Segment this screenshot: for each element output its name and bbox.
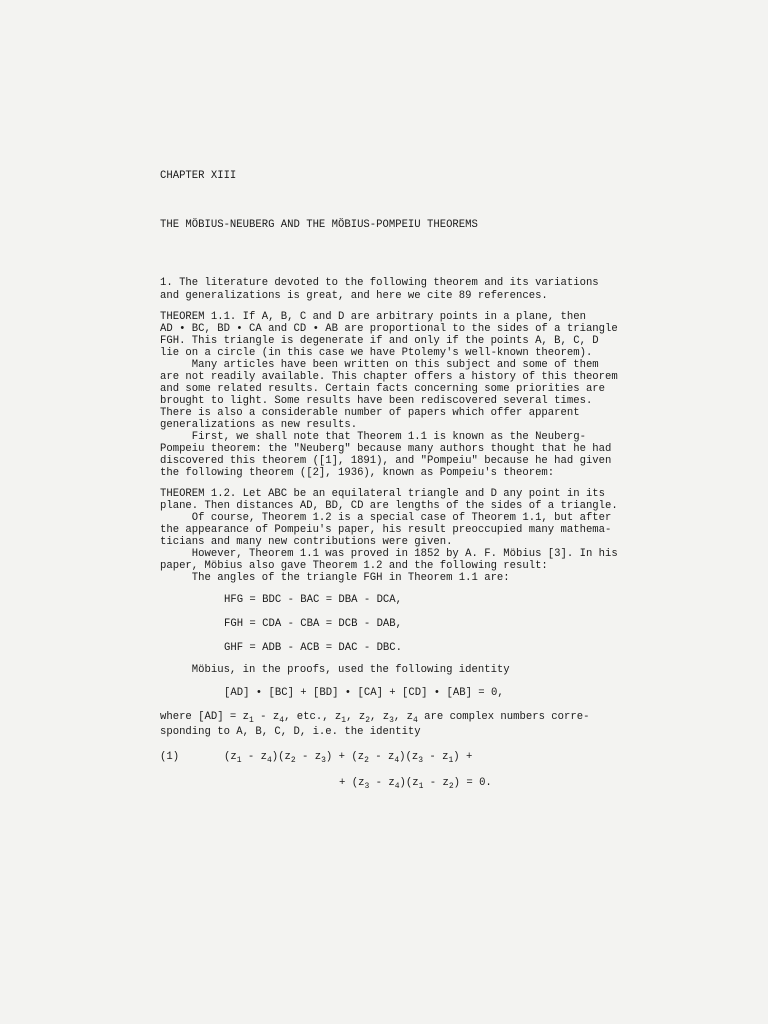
theorem-1-2-line-4: the appearance of Pompeiu's paper, his result preoccupied many mathema- xyxy=(160,524,612,536)
history-line-6: generalizations as new results. xyxy=(160,419,358,431)
sponding-line: sponding to A, B, C, D, i.e. the identity xyxy=(160,726,421,738)
theorem-1-2-line-8: The angles of the triangle FGH in Theorem 1.1 are: xyxy=(160,572,510,584)
mobius-proof-line: Möbius, in the proofs, used the following identity xyxy=(160,664,510,676)
where-line: where $[AD] = z_1 - z_4$, etc., $z_1$, $z_2$, $z_3$, $z_4$ are complex numbers corre- xyxy=(160,711,590,725)
chapter-heading: CHAPTER XIII xyxy=(160,170,237,182)
history-line-2: are not readily available. This chapter offers a history of this theorem xyxy=(160,371,618,383)
chapter-title: THE MÖBIUS-NEUBERG AND THE MÖBIUS-POMPEIU THEOREMS xyxy=(160,219,478,231)
theorem-1-1-line-4: lie on a circle (in this case we have Ptolemy's well-known theorem). xyxy=(160,347,593,359)
history-line-3: and some related results. Certain facts concerning some priorities are xyxy=(160,383,606,395)
history-line-9: discovered this theorem ([1], 1891), and "Pompeiu" because he had given xyxy=(160,455,612,467)
theorem-1-2-line-2: plane. Then distances AD, BD, CD are lengths of the sides of a triangle. xyxy=(160,500,618,512)
angle-hfg: HFG = BDC - BAC = DBA - DCA, xyxy=(224,594,403,606)
theorem-1-1-line-2: AD • BC, BD • CA and CD • AB are proportional to the sides of a triangle xyxy=(160,323,618,335)
intro-line-2: and generalizations is great, and here we cite 89 references. xyxy=(160,290,548,302)
angle-fgh: FGH = CDA - CBA = DCB - DAB, xyxy=(224,618,403,630)
history-line-8: Pompeiu theorem: the "Neuberg" because many authors thought that he had xyxy=(160,443,612,455)
history-line-7: First, we shall note that Theorem 1.1 is known as the Neuberg- xyxy=(160,431,586,443)
theorem-1-1-line-3: FGH. This triangle is degenerate if and only if the points A, B, C, D xyxy=(160,335,599,347)
angle-ghf: GHF = ADB - ACB = DAC - DBC. xyxy=(224,642,403,654)
history-line-1: Many articles have been written on this subject and some of them xyxy=(160,359,599,371)
theorem-1-1-line-1: THEOREM 1.1. If A, B, C and D are arbitrary points in a plane, then xyxy=(160,311,586,323)
equation-label: (1) xyxy=(160,751,180,763)
history-line-5: There is also a considerable number of papers which offer apparent xyxy=(160,407,580,419)
theorem-1-2-line-5: ticians and many new contributions were given. xyxy=(160,536,453,548)
theorem-1-2-line-6: However, Theorem 1.1 was proved in 1852 by A. F. Möbius [3]. In his xyxy=(160,548,618,560)
history-line-4: brought to light. Some results have been rediscovered several times. xyxy=(160,395,593,407)
theorem-1-2-line-7: paper, Möbius also gave Theorem 1.2 and the following result: xyxy=(160,560,548,572)
theorem-1-2-line-3: Of course, Theorem 1.2 is a special case of Theorem 1.1, but after xyxy=(160,512,612,524)
history-line-10: the following theorem ([2], 1936), known as Pompeiu's theorem: xyxy=(160,467,555,479)
equation-1-line-1: $(z_1 - z_4)(z_2 - z_3) + (z_2 - z_4)(z_3 - z_1)$ + xyxy=(224,751,473,765)
theorem-1-2-line-1: THEOREM 1.2. Let ABC be an equilateral triangle and D any point in its xyxy=(160,488,606,500)
mobius-identity: [AD] • [BC] + [BD] • [CA] + [CD] • [AB] = 0, xyxy=(224,687,504,699)
intro-line-1: 1. The literature devoted to the following theorem and its variations xyxy=(160,277,599,289)
equation-1-line-2: + $(z_3 - z_4)(z_1 - z_2) = 0$. xyxy=(339,777,492,791)
